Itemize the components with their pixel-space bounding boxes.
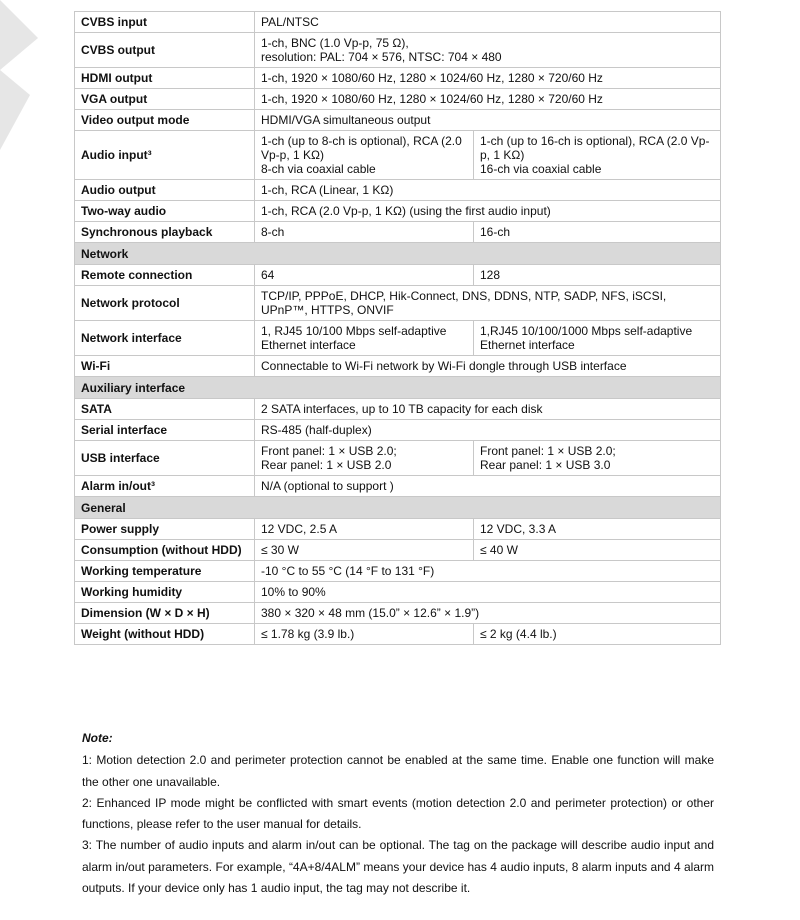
cell-line: 1, RJ45 10/100 Mbps self-adaptive <box>261 324 447 338</box>
spec-value: RS-485 (half-duplex) <box>255 420 721 441</box>
spec-value: ≤ 40 W <box>474 540 721 561</box>
cell-line: 1-ch, BNC (1.0 Vp-p, 75 Ω), <box>261 36 409 50</box>
cell-line: 1-ch (up to 16-ch is optional), RCA (2.0 Vp-p, 1 KΩ) <box>480 134 710 162</box>
cell-line: resolution: PAL: 704 × 576, NTSC: 704 × 480 <box>261 50 502 64</box>
cell-line: Rear panel: 1 × USB 2.0 <box>261 458 392 472</box>
spec-value: ≤ 2 kg (4.4 lb.) <box>474 624 721 645</box>
spec-value: 1-ch, 1920 × 1080/60 Hz, 1280 × 1024/60 Hz, 1280 × 720/60 Hz <box>255 68 721 89</box>
spec-label: Video output mode <box>75 110 255 131</box>
spec-value: 2 SATA interfaces, up to 10 TB capacity for each disk <box>255 399 721 420</box>
spec-table-body <box>75 12 721 645</box>
spec-label: Serial interface <box>75 420 255 441</box>
spec-row-serial-interface <box>75 420 721 441</box>
spec-label: Remote connection <box>75 265 255 286</box>
spec-row-network-interface <box>75 321 721 356</box>
spec-row-audio-output <box>75 180 721 201</box>
spec-label: Synchronous playback <box>75 222 255 243</box>
section-label: General <box>75 497 721 519</box>
section-label: Network <box>75 243 721 265</box>
spec-row-hdmi-output <box>75 68 721 89</box>
spec-value <box>255 131 474 180</box>
spec-value <box>474 131 721 180</box>
spec-value: 12 VDC, 3.3 A <box>474 519 721 540</box>
spec-value: 1-ch, 1920 × 1080/60 Hz, 1280 × 1024/60 Hz, 1280 × 720/60 Hz <box>255 89 721 110</box>
spec-label: Dimension (W × D × H) <box>75 603 255 624</box>
spec-value: ≤ 30 W <box>255 540 474 561</box>
spec-label: SATA <box>75 399 255 420</box>
spec-value: -10 °C to 55 °C (14 °F to 131 °F) <box>255 561 721 582</box>
spec-row-audio-input <box>75 131 721 180</box>
spec-row-two-way-audio <box>75 201 721 222</box>
spec-label: CVBS output <box>75 33 255 68</box>
spec-row-consumption <box>75 540 721 561</box>
spec-label: USB interface <box>75 441 255 476</box>
spec-value <box>255 321 474 356</box>
spec-label: Network protocol <box>75 286 255 321</box>
spec-value: 10% to 90% <box>255 582 721 603</box>
note-title: Note: <box>82 731 113 745</box>
note-item-2: 2: Enhanced IP mode might be conflicted with smart events (motion detection 2.0 and perimeter protection) or other functions, please refer to the user manual for details. <box>82 795 714 832</box>
cell-line: Ethernet interface <box>261 338 356 352</box>
spec-value: N/A (optional to support ) <box>255 476 721 497</box>
spec-row-wi-fi <box>75 356 721 377</box>
spec-label: Two-way audio <box>75 201 255 222</box>
spec-label: Audio output <box>75 180 255 201</box>
spec-row-cvbs-input <box>75 12 721 33</box>
cell-line: Rear panel: 1 × USB 3.0 <box>480 458 611 472</box>
spec-row-synchronous-playback <box>75 222 721 243</box>
spec-label: Consumption (without HDD) <box>75 540 255 561</box>
spec-label: CVBS input <box>75 12 255 33</box>
spec-value <box>255 441 474 476</box>
cell-line: Front panel: 1 × USB 2.0; <box>480 444 616 458</box>
spec-row-cvbs-output <box>75 33 721 68</box>
cell-line: 1,RJ45 10/100/1000 Mbps self-adaptive <box>480 324 693 338</box>
spec-row-weight <box>75 624 721 645</box>
spec-row-power-supply <box>75 519 721 540</box>
note-item-3: 3: The number of audio inputs and alarm in/out can be optional. The tag on the package will describe audio input and alarm in/out parameters. For example, “4A+8/4ALM” means your device has 4 audio inputs, 8 alarm inputs and 4 alarm outputs. If your device only has 1 audio input, the tag may not describe it. <box>82 838 714 896</box>
spec-value: 16-ch <box>474 222 721 243</box>
spec-row-usb-interface <box>75 441 721 476</box>
spec-row-dimension <box>75 603 721 624</box>
spec-value: 1-ch, RCA (Linear, 1 KΩ) <box>255 180 721 201</box>
spec-label: Working humidity <box>75 582 255 603</box>
cell-line: 1-ch (up to 8-ch is optional), RCA (2.0 Vp-p, 1 KΩ) <box>261 134 462 162</box>
spec-value: 64 <box>255 265 474 286</box>
cell-line: Front panel: 1 × USB 2.0; <box>261 444 397 458</box>
spec-row-remote-connection <box>75 265 721 286</box>
spec-row-sata <box>75 399 721 420</box>
spec-row-video-output-mode <box>75 110 721 131</box>
spec-value: ≤ 1.78 kg (3.9 lb.) <box>255 624 474 645</box>
section-label: Auxiliary interface <box>75 377 721 399</box>
spec-label: HDMI output <box>75 68 255 89</box>
spec-row-network-protocol <box>75 286 721 321</box>
spec-value: 8-ch <box>255 222 474 243</box>
spec-label: Working temperature <box>75 561 255 582</box>
spec-value: HDMI/VGA simultaneous output <box>255 110 721 131</box>
section-row-auxiliary-interface <box>75 377 721 399</box>
spec-value: Connectable to Wi-Fi network by Wi-Fi dongle through USB interface <box>255 356 721 377</box>
watermark-graphic <box>0 0 70 150</box>
cell-line: Ethernet interface <box>480 338 575 352</box>
spec-value: PAL/NTSC <box>255 12 721 33</box>
spec-label: Audio input³ <box>75 131 255 180</box>
spec-label: Alarm in/out³ <box>75 476 255 497</box>
spec-value: TCP/IP, PPPoE, DHCP, Hik-Connect, DNS, DDNS, NTP, SADP, NFS, iSCSI, UPnP™, HTTPS, ONVIF <box>255 286 721 321</box>
spec-value <box>474 441 721 476</box>
spec-value: 1-ch, RCA (2.0 Vp-p, 1 KΩ) (using the first audio input) <box>255 201 721 222</box>
spec-label: Weight (without HDD) <box>75 624 255 645</box>
spec-label: Wi-Fi <box>75 356 255 377</box>
cell-line: 16-ch via coaxial cable <box>480 162 602 176</box>
spec-row-working-temperature <box>75 561 721 582</box>
spec-row-alarm-in-out <box>75 476 721 497</box>
spec-label: VGA output <box>75 89 255 110</box>
spec-row-working-humidity <box>75 582 721 603</box>
spec-table <box>74 11 721 645</box>
notes-section <box>82 728 714 899</box>
spec-label: Network interface <box>75 321 255 356</box>
section-row-network <box>75 243 721 265</box>
spec-label: Power supply <box>75 519 255 540</box>
spec-value <box>474 321 721 356</box>
spec-value: 12 VDC, 2.5 A <box>255 519 474 540</box>
note-item-1: 1: Motion detection 2.0 and perimeter protection cannot be enabled at the same time. Enable one function will make the other one unavailable. <box>82 753 714 789</box>
spec-value: 128 <box>474 265 721 286</box>
section-row-general <box>75 497 721 519</box>
cell-line: 8-ch via coaxial cable <box>261 162 376 176</box>
spec-value: 380 × 320 × 48 mm (15.0” × 12.6” × 1.9”) <box>255 603 721 624</box>
spec-row-vga-output <box>75 89 721 110</box>
spec-value <box>255 33 721 68</box>
